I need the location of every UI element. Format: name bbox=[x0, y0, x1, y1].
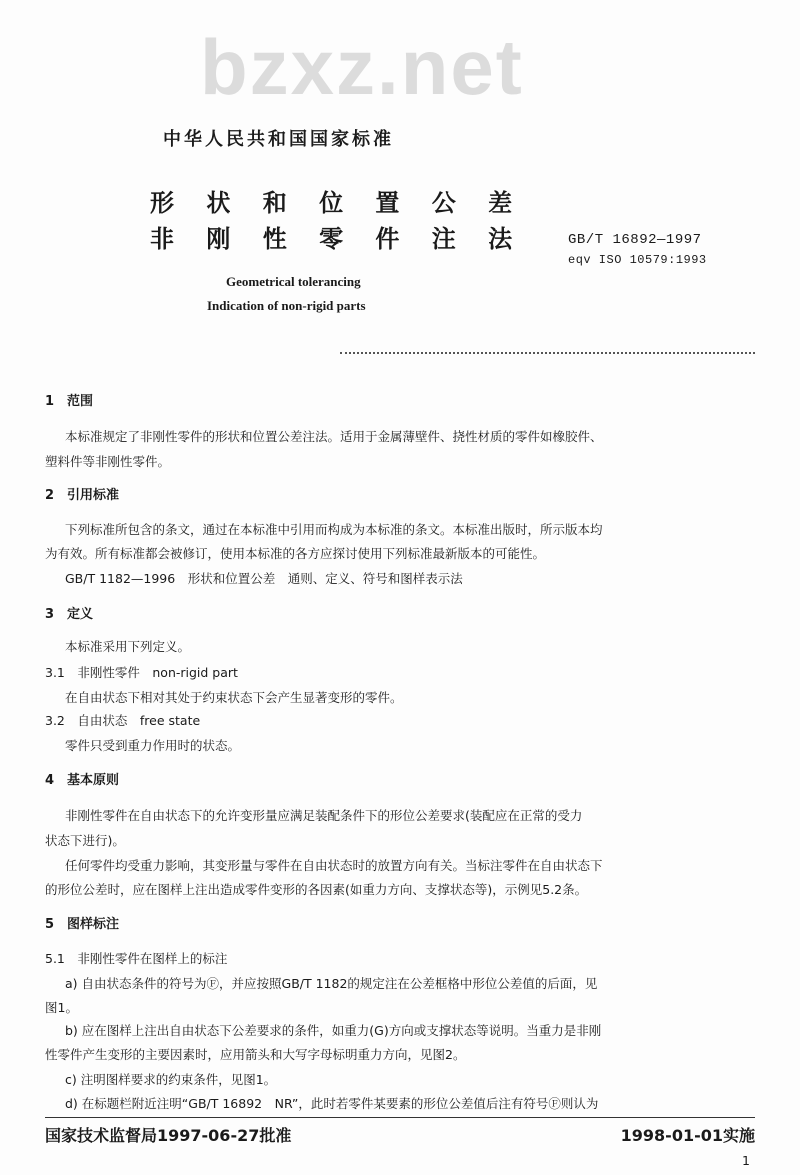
list-item: b) 应在图样上注出自由状态下公差要求的条件，如重力(G)方向或支撑状态等说明。当重力是非刚 bbox=[65, 1023, 602, 1038]
page-number: 1 bbox=[742, 1153, 750, 1168]
definition-term: 3.2 自由状态 free state bbox=[45, 713, 201, 728]
approval-date: 国家技术监督局1997-06-27批准 bbox=[45, 1126, 292, 1145]
paragraph: 状态下进行)。 bbox=[45, 833, 125, 848]
paragraph: 为有效。所有标准都会被修订，使用本标准的各方应探讨使用下列标准最新版本的可能性。 bbox=[45, 546, 546, 561]
section-2-heading: 2 引用标准 bbox=[45, 488, 120, 503]
section-4-heading: 4 基本原则 bbox=[45, 773, 120, 788]
english-title-2: Indication of non-rigid parts bbox=[207, 298, 366, 313]
paragraph: 非刚性零件在自由状态下的允许变形量应满足装配条件下的形位公差要求(装配应在正常的受力 bbox=[65, 808, 583, 823]
standard-code: GB/T 16892—1997 bbox=[568, 232, 702, 248]
paragraph: 任何零件均受重力影响，其变形量与零件在自由状态时的放置方向有关。当标注零件在自由状态下 bbox=[65, 858, 603, 873]
list-item: a) 自由状态条件的符号为Ⓕ，并应按照GB/T 1182的规定注在公差框格中形位公差值的后面，见 bbox=[65, 976, 598, 991]
paragraph: 本标准采用下列定义。 bbox=[65, 639, 191, 654]
english-title-1: Geometrical tolerancing bbox=[226, 274, 361, 289]
definition-text: 零件只受到重力作用时的状态。 bbox=[65, 738, 241, 753]
definition-term: 3.1 非刚性零件 non-rigid part bbox=[45, 665, 238, 680]
reference: GB/T 1182—1996 形状和位置公差 通则、定义、符号和图样表示法 bbox=[65, 571, 463, 586]
effective-date: 1998-01-01实施 bbox=[620, 1126, 755, 1145]
title-line-2: 非 刚 性 零 件 注 法 bbox=[150, 225, 525, 253]
list-item: 性零件产生变形的主要因素时，应用箭头和大写字母标明重力方向，见图2。 bbox=[45, 1047, 466, 1062]
section-5-heading: 5 图样标注 bbox=[45, 917, 120, 932]
paragraph: 下列标准所包含的条文，通过在本标准中引用而构成为本标准的条文。本标准出版时，所示版本均 bbox=[65, 522, 603, 537]
subsection-heading: 5.1 非刚性零件在图样上的标注 bbox=[45, 951, 228, 966]
watermark: bzxz.net bbox=[200, 23, 524, 111]
footer-rule bbox=[45, 1117, 755, 1118]
section-3-heading: 3 定义 bbox=[45, 607, 94, 622]
list-item: 图1。 bbox=[45, 1000, 78, 1015]
equivalent-standard: eqv ISO 10579:1993 bbox=[568, 253, 707, 267]
header-rule bbox=[340, 352, 755, 354]
paragraph: 的形位公差时，应在图样上注出造成零件变形的各因素(如重力方向、支撑状态等)，示例见5.2条。 bbox=[45, 882, 588, 897]
paragraph: 塑料件等非刚性零件。 bbox=[45, 454, 171, 469]
list-item: c) 注明图样要求的约束条件，见图1。 bbox=[65, 1072, 277, 1087]
definition-text: 在自由状态下相对其处于约束状态下会产生显著变形的零件。 bbox=[65, 690, 403, 705]
paragraph: 本标准规定了非刚性零件的形状和位置公差注法。适用于金属薄壁件、挠性材质的零件如橡胶件、 bbox=[65, 429, 603, 444]
title-line-1: 形 状 和 位 置 公 差 bbox=[150, 189, 525, 217]
national-standard-heading: 中华人民共和国国家标准 bbox=[163, 129, 394, 150]
section-1-heading: 1 范围 bbox=[45, 394, 94, 409]
list-item: d) 在标题栏附近注明“GB/T 16892 NR”，此时若零件某要素的形位公差值后注有符号Ⓕ则认为 bbox=[65, 1096, 599, 1111]
